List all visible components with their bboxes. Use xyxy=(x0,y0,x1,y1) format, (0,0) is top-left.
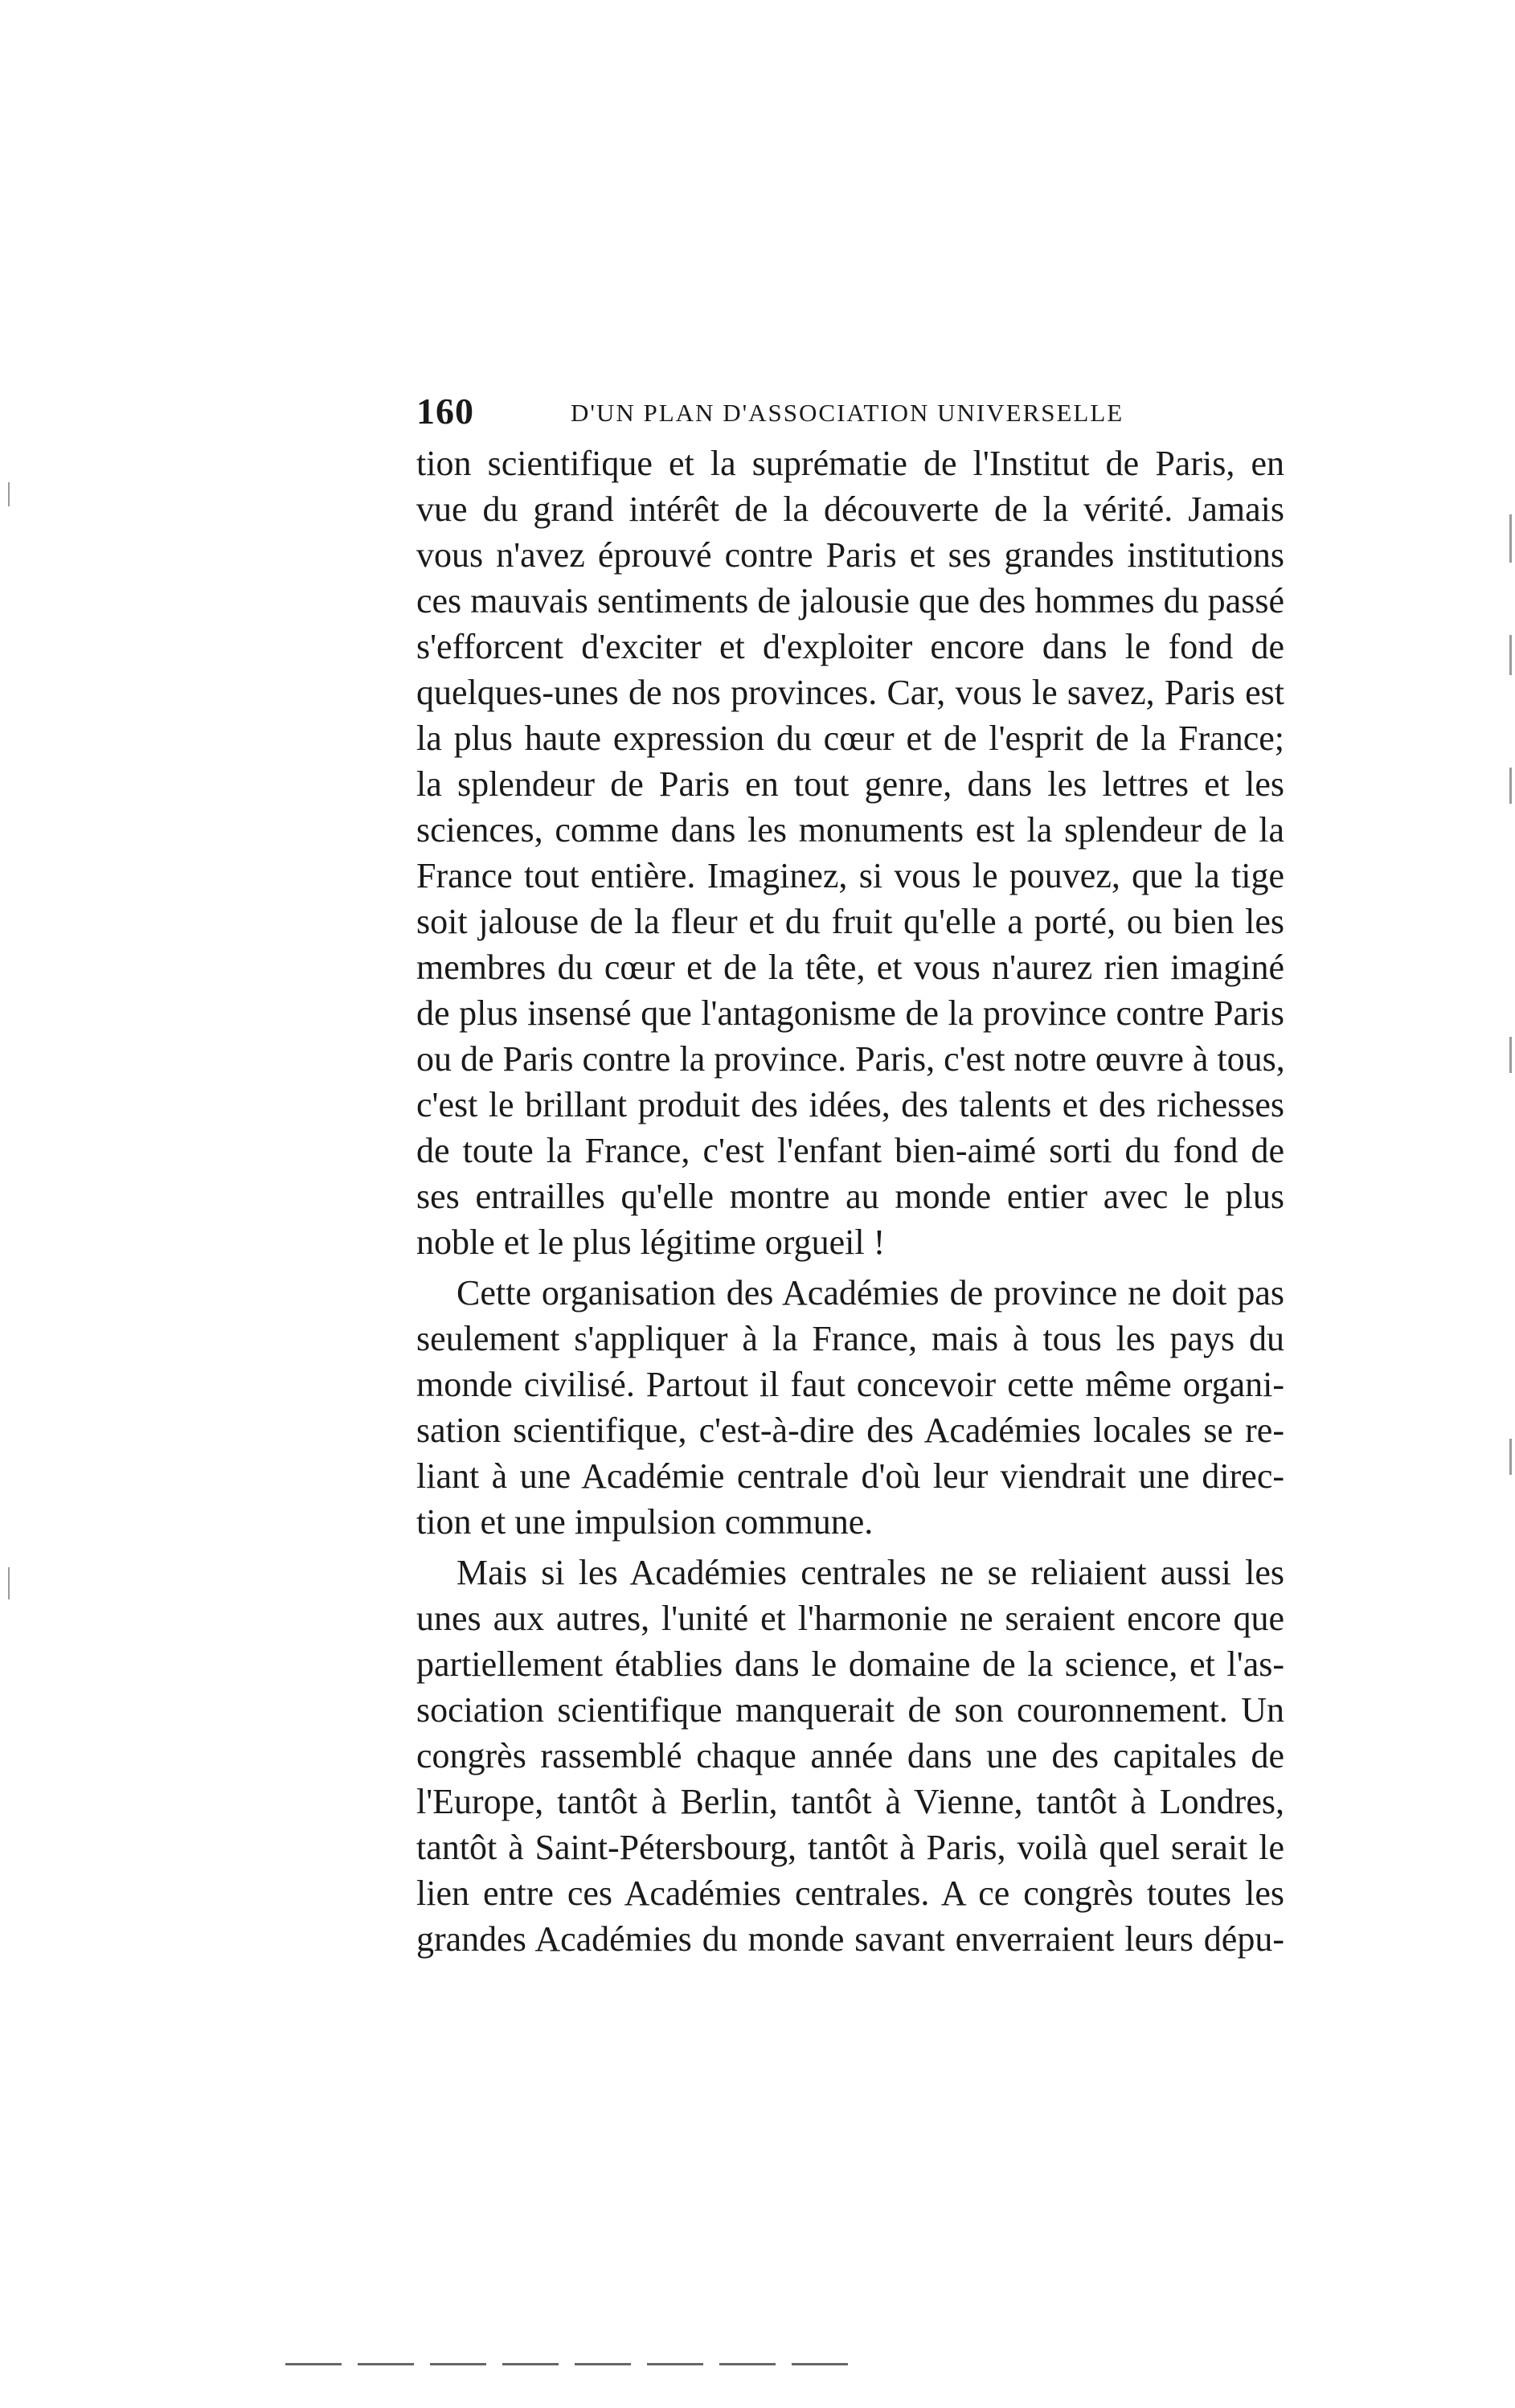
scan-artifact xyxy=(1509,1037,1512,1073)
text-line: tion scientifique et la suprématie de l'Institut de Paris, en xyxy=(416,444,1284,483)
text-line: soit jalouse de la fleur et du fruit qu'elle a porté, ou bien les xyxy=(416,902,1284,941)
text-line: de toute la France, c'est l'enfant bien-aimé sorti du fond de xyxy=(416,1131,1284,1170)
text-line: tantôt à Saint-Pétersbourg, tantôt à Paris, voilà quel serait le xyxy=(416,1828,1284,1867)
text-line: Cette organisation des Académies de province ne doit pas xyxy=(457,1273,1284,1313)
paragraph xyxy=(416,1550,1284,1962)
scan-artifact xyxy=(1509,635,1512,675)
text-line: congrès rassemblé chaque année dans une des capitales de xyxy=(416,1736,1284,1775)
text-line: la plus haute expression du cœur et de l'esprit de la France; xyxy=(416,719,1284,758)
text-line: quelques-unes de nos provinces. Car, vous le savez, Paris est xyxy=(416,673,1284,712)
text-line: France tout entière. Imaginez, si vous le pouvez, que la tige xyxy=(416,856,1284,895)
scan-artifact xyxy=(8,1567,10,1599)
scan-bottom-rule xyxy=(285,2363,848,2365)
text-line: sciences, comme dans les monuments est la splendeur de la xyxy=(416,810,1284,850)
text-line: ou de Paris contre la province. Paris, c'est notre œuvre à tous, xyxy=(416,1039,1285,1079)
text-line: vous n'avez éprouvé contre Paris et ses grandes institutions xyxy=(416,535,1284,575)
running-header xyxy=(416,387,1284,436)
scan-artifact xyxy=(8,482,10,506)
text-line: partiellement établies dans le domaine de la science, et l'as- xyxy=(416,1644,1284,1684)
scan-artifact xyxy=(1509,768,1512,804)
text-line: unes aux autres, l'unité et l'harmonie ne seraient encore que xyxy=(416,1599,1284,1638)
text-line: seulement s'appliquer à la France, mais à tous les pays du xyxy=(416,1319,1284,1358)
text-line: c'est le brillant produit des idées, des talents et des richesses xyxy=(416,1085,1284,1124)
text-line: la splendeur de Paris en tout genre, dans les lettres et les xyxy=(416,764,1284,804)
text-line: membres du cœur et de la tête, et vous n'aurez rien imaginé xyxy=(416,948,1284,987)
text-line: liant à une Académie centrale d'où leur viendrait une direc- xyxy=(416,1456,1284,1496)
text-line: tion et une impulsion commune. xyxy=(416,1502,874,1542)
text-line: ses entrailles qu'elle montre au monde entier avec le plus xyxy=(416,1177,1284,1216)
scan-artifact xyxy=(1509,1439,1512,1475)
text-line: sociation scientifique manquerait de son couronnement. Un xyxy=(416,1690,1284,1730)
text-line: de plus insensé que l'antagonisme de la province contre Paris xyxy=(416,993,1284,1033)
text-line: l'Europe, tantôt à Berlin, tantôt à Vienne, tantôt à Londres, xyxy=(416,1782,1284,1821)
paragraph xyxy=(416,440,1284,1265)
text-line: grandes Académies du monde savant enverraient leurs dépu- xyxy=(416,1919,1284,1959)
text-line: Mais si les Académies centrales ne se reliaient aussi les xyxy=(457,1553,1284,1592)
text-line: ces mauvais sentiments de jalousie que des hommes du passé xyxy=(416,581,1284,620)
text-line: lien entre ces Académies centrales. A ce congrès toutes les xyxy=(416,1874,1284,1913)
text-line: monde civilisé. Partout il faut concevoir cette même organi- xyxy=(416,1365,1284,1404)
running-title: D'UN PLAN D'ASSOCIATION UNIVERSELLE xyxy=(571,399,1124,427)
text-line: noble et le plus légitime orgueil ! xyxy=(416,1222,886,1262)
body-text xyxy=(416,440,1284,1962)
scan-artifact xyxy=(1509,514,1512,563)
text-line: vue du grand intérêt de la découverte de la vérité. Jamais xyxy=(416,489,1284,529)
text-line: sation scientifique, c'est-à-dire des Académies locales se re- xyxy=(416,1411,1284,1450)
text-line: s'efforcent d'exciter et d'exploiter encore dans le fond de xyxy=(416,627,1284,666)
page-number: 160 xyxy=(416,391,474,432)
paragraph xyxy=(416,1270,1284,1545)
